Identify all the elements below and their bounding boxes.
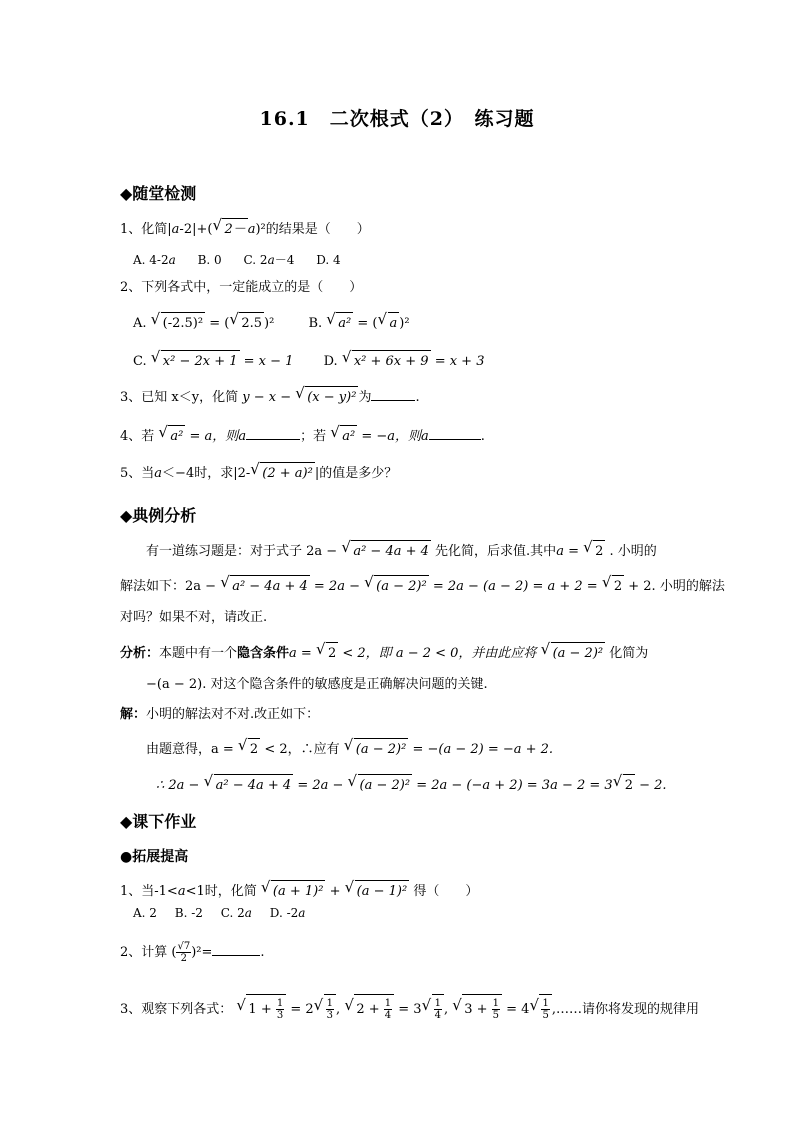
subsection-heading-extension: ●拓展提高 [120, 849, 189, 865]
example-paragraph-2: 解法如下：2a − √ a² − 4a + 4 = 2a − √ (a − 2)² = 2a − (a − 2) = a + 2 = √ 2 + 2. 小明的解法 [120, 575, 725, 597]
solution-label: 解： [120, 707, 147, 722]
section-heading-in-class-test: ◆随堂检测 [120, 184, 197, 203]
analysis-line-1: 分析：本题中有一个隐含条件a = √ 2 < 2，即 a − 2 < 0，并由此应将 √ (a − 2)² 化简为 [120, 642, 648, 664]
question-1: 1、化简|a-2|+(√ 2－ a)²的结果是（ ） [120, 218, 370, 240]
q2-option-a-label: A. [133, 316, 147, 331]
hw-q1-option-b: B. -2 [174, 906, 203, 920]
fraction-sqrt7-over-2: $\frac{√7}{2}$ [177, 941, 191, 964]
answer-blank[interactable] [212, 955, 260, 956]
hw-q1-option-d: D. -2 [269, 906, 299, 920]
solution-line-2: 由题意得，a = √ 2 < 2，∴应有 √ (a − 2)² = −(a − 2) = −a + 2. [146, 738, 553, 760]
section-heading-homework: ◆课下作业 [120, 812, 197, 831]
solution-line-1: 解：小明的解法对不对.改正如下： [120, 707, 320, 722]
q1-mid: -2|+( [179, 222, 213, 237]
q2-option-c-label: C. [133, 354, 147, 369]
question-3: 3、已知 x＜y，化简 y − x − √ (x − y)² 为 . [120, 386, 420, 408]
homework-question-2: 2、计算 ( $\frac{√7}{2}$ )²= . [120, 941, 265, 964]
q2-option-b-label: B. [308, 316, 323, 331]
answer-blank[interactable] [371, 400, 415, 401]
q1-option-b: B. 0 [197, 253, 222, 267]
q1-option-d: D. 4 [316, 253, 341, 267]
analysis-label: 分析： [120, 646, 160, 661]
q1-option-a: A. 4-2 [133, 253, 169, 267]
page-title: 16.1 二次根式（2） 练习题 [259, 108, 535, 130]
q1-option-c: C. 2 [243, 253, 268, 267]
var-a: a [171, 222, 180, 237]
solution-line-3: ∴ 2a − √ a² − 4a + 4 = 2a − √ (a − 2)² = 2a − (−a + 2) = 3a − 2 = 3√ 2 − 2. [156, 774, 667, 796]
answer-blank[interactable] [429, 439, 481, 440]
question-2: 2、下列各式中，一定能成立的是（ ） [120, 280, 363, 295]
q2-option-d-label: D. [323, 354, 338, 369]
question-1-options: A. 4-2a B. 0 C. 2a－4 D. 4 [133, 253, 341, 267]
q1-sqrt: √ 2－ [213, 218, 247, 240]
homework-question-1-options: A. 2 B. -2 C. 2a D. -2a [133, 906, 306, 920]
homework-question-3: 3、观察下列各式： √ 1 + $\frac{1}{3}$ = 2 √ $\frac{1}{3}$ , √ 2 + $\frac{1}{4}$ = 3 √ $\frac{1}{4}$ , √ 3 + $\frac{1}{5}$ = 4 √ $\frac{1}{5}$ ,……请你将发现的规律用 [120, 994, 699, 1024]
question-2-options-cd: C. √ x² − 2x + 1 = x − 1 D. √ x² + 6x + 9 = x + 3 [133, 350, 484, 372]
example-paragraph-3: 对吗？如果不对，请改正. [120, 610, 268, 625]
q1-tail: )²的结果是（ ） [255, 222, 370, 237]
question-4: 4、若 √ a² = a，则a ；若 √ a² = −a，则a . [120, 425, 485, 447]
analysis-line-2: −(a − 2). 对这个隐含条件的敏感度是正确解决问题的关键. [146, 677, 488, 692]
homework-question-1: 1、当-1<a<1时，化简 √ (a + 1)² + √ (a − 1)² 得（ ） [120, 880, 478, 902]
question-5: 5、当a＜−4时，求|2-√ (2 + a)² |的值是多少？ [120, 462, 397, 484]
section-heading-example-analysis: ◆典例分析 [120, 506, 197, 525]
hw-q1-option-a: A. 2 [133, 906, 157, 920]
answer-blank[interactable] [246, 439, 300, 440]
hw-q1-option-c: C. 2 [220, 906, 245, 920]
q1-lead: 1、化简| [120, 222, 172, 237]
question-2-options-ab: A. √ (-2.5)² = (√ 2.5 )² B. √ a² = (√ a )² [133, 312, 410, 334]
example-paragraph-1: 有一道练习题是：对于式子 2a − √ a² − 4a + 4 先化简，后求值.其中a = √ 2 . 小明的 [146, 540, 657, 562]
